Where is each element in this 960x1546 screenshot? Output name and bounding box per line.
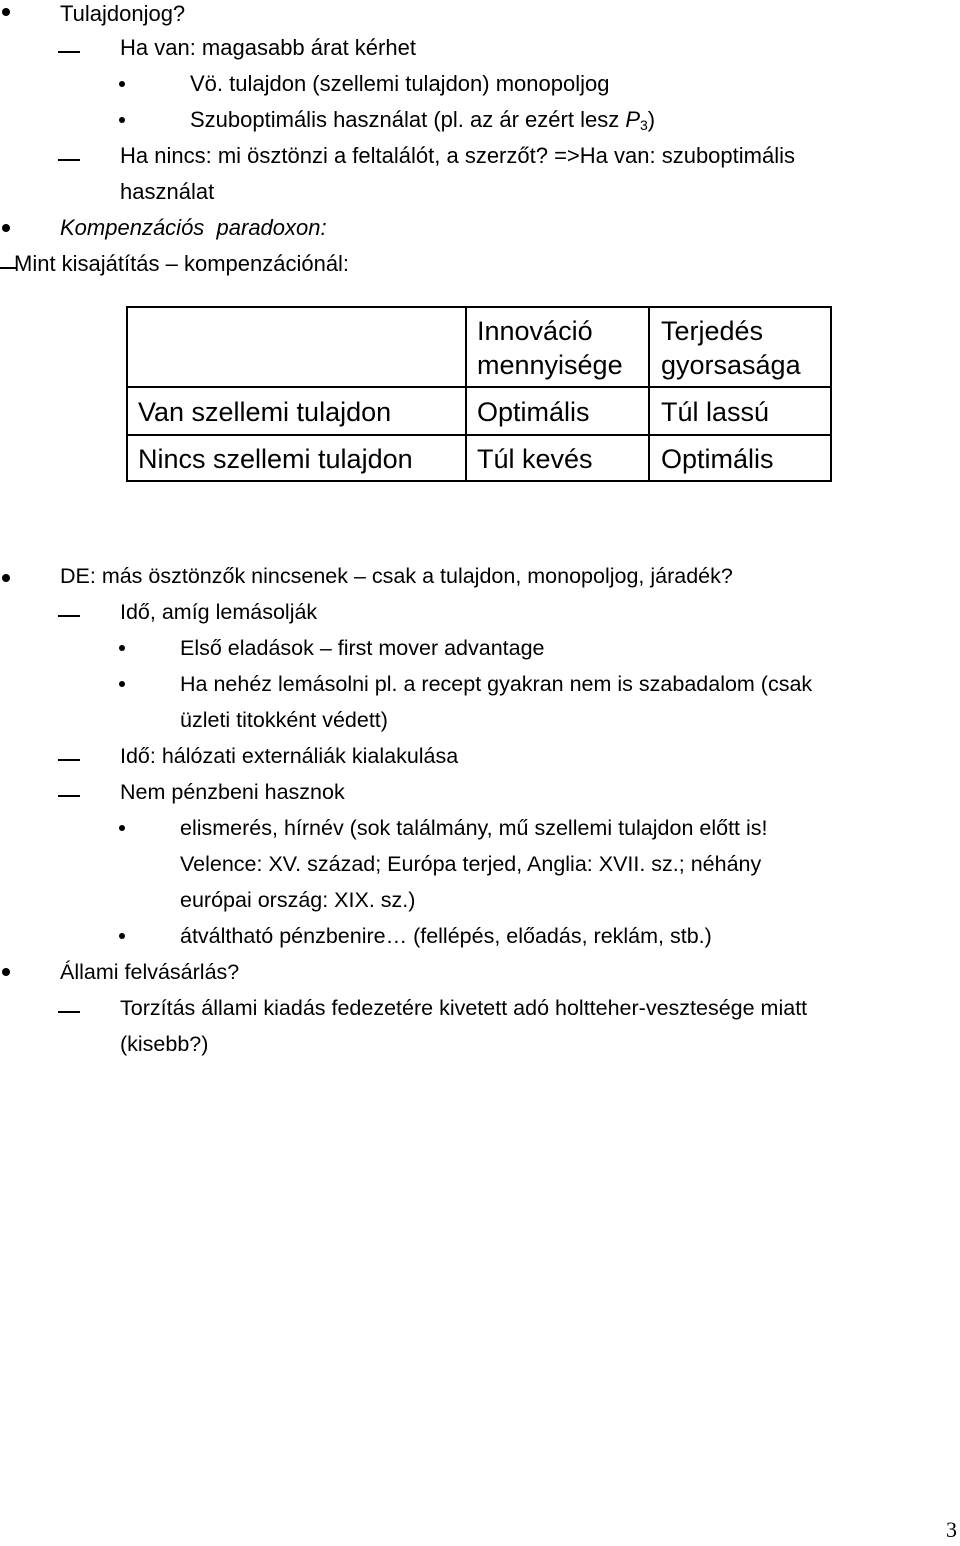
table-divider bbox=[648, 308, 650, 480]
table-header-cell: gyorsasága bbox=[661, 350, 801, 380]
text-line: Első eladások – first mover advantage bbox=[180, 636, 545, 660]
text-line: használat bbox=[120, 179, 215, 204]
bullet-dot bbox=[2, 224, 10, 232]
page-number: 3 bbox=[946, 1517, 957, 1542]
text-line: Vö. tulajdon (szellemi tulajdon) monopoljog bbox=[190, 71, 610, 96]
table-cell: Túl kevés bbox=[477, 444, 593, 474]
text-line: Állami felvásárlás? bbox=[60, 960, 240, 984]
table-header-cell: Innováció bbox=[477, 316, 593, 346]
bullet-dot bbox=[119, 81, 125, 87]
text-segment: ) bbox=[647, 107, 656, 132]
subscript: 3 bbox=[640, 117, 648, 133]
dash-marker bbox=[58, 615, 80, 617]
text-line: Kompenzációs paradoxon: bbox=[60, 215, 327, 240]
text-line: európai ország: XIX. sz.) bbox=[180, 888, 416, 912]
bullet-dot bbox=[119, 681, 125, 687]
text-line: (kisebb?) bbox=[120, 1032, 209, 1056]
text-line: Mint kisajátítás – kompenzációnál: bbox=[14, 251, 350, 276]
text-line: Idő, amíg lemásolják bbox=[120, 600, 318, 624]
bullet-dot bbox=[119, 825, 125, 831]
variable-p: P bbox=[625, 107, 640, 132]
text-line: DE: más ösztönzők nincsenek – csak a tulajdon, monopoljog, járadék? bbox=[60, 564, 733, 588]
text-line: üzleti titokként védett) bbox=[180, 708, 388, 732]
text-line: Nem pénzbeni hasznok bbox=[120, 780, 345, 804]
text-line bbox=[190, 106, 655, 134]
table-cell: Nincs szellemi tulajdon bbox=[138, 444, 413, 474]
table-cell: Van szellemi tulajdon bbox=[138, 397, 392, 427]
text-segment: Szuboptimális használat (pl. az ár ezért lesz bbox=[190, 107, 626, 132]
text-line: Ha nehéz lemásolni pl. a recept gyakran nem is szabadalom (csak bbox=[180, 672, 813, 696]
dash-marker bbox=[58, 51, 80, 53]
table-header-cell: mennyisége bbox=[477, 350, 623, 380]
dash-marker bbox=[58, 1011, 80, 1013]
table-cell: Optimális bbox=[661, 444, 774, 474]
table-divider bbox=[128, 386, 830, 388]
text-line: Tulajdonjog? bbox=[60, 1, 186, 26]
table-divider bbox=[465, 308, 467, 480]
table-cell: Túl lassú bbox=[661, 397, 770, 427]
text-line: elismerés, hírnév (sok találmány, mű szellemi tulajdon előtt is! bbox=[180, 816, 768, 840]
text-line: Velence: XV. század; Európa terjed, Anglia: XVII. sz.; néhány bbox=[180, 852, 762, 876]
text-line: Torzítás állami kiadás fedezetére kivetett adó holtteher-vesztesége miatt bbox=[120, 996, 808, 1020]
dash-marker bbox=[58, 795, 80, 797]
bullet-dot bbox=[2, 968, 10, 976]
bullet-dot bbox=[119, 117, 125, 123]
bullet-dot bbox=[119, 645, 125, 651]
text-line: Ha nincs: mi ösztönzi a feltalálót, a szerzőt? =>Ha van: szuboptimális bbox=[120, 143, 795, 168]
text-line: átváltható pénzbenire… (fellépés, előadás, reklám, stb.) bbox=[180, 924, 712, 948]
bullet-dot bbox=[2, 8, 10, 16]
text-line: Idő: hálózati externáliák kialakulása bbox=[120, 744, 459, 768]
bullet-dot bbox=[2, 574, 10, 582]
bullet-dot bbox=[119, 933, 125, 939]
dash-marker bbox=[58, 759, 80, 761]
table-cell: Optimális bbox=[477, 397, 590, 427]
text-line: Ha van: magasabb árat kérhet bbox=[120, 35, 416, 60]
table-divider bbox=[128, 434, 830, 436]
dash-marker bbox=[58, 159, 80, 161]
table-header-cell: Terjedés bbox=[661, 316, 764, 346]
